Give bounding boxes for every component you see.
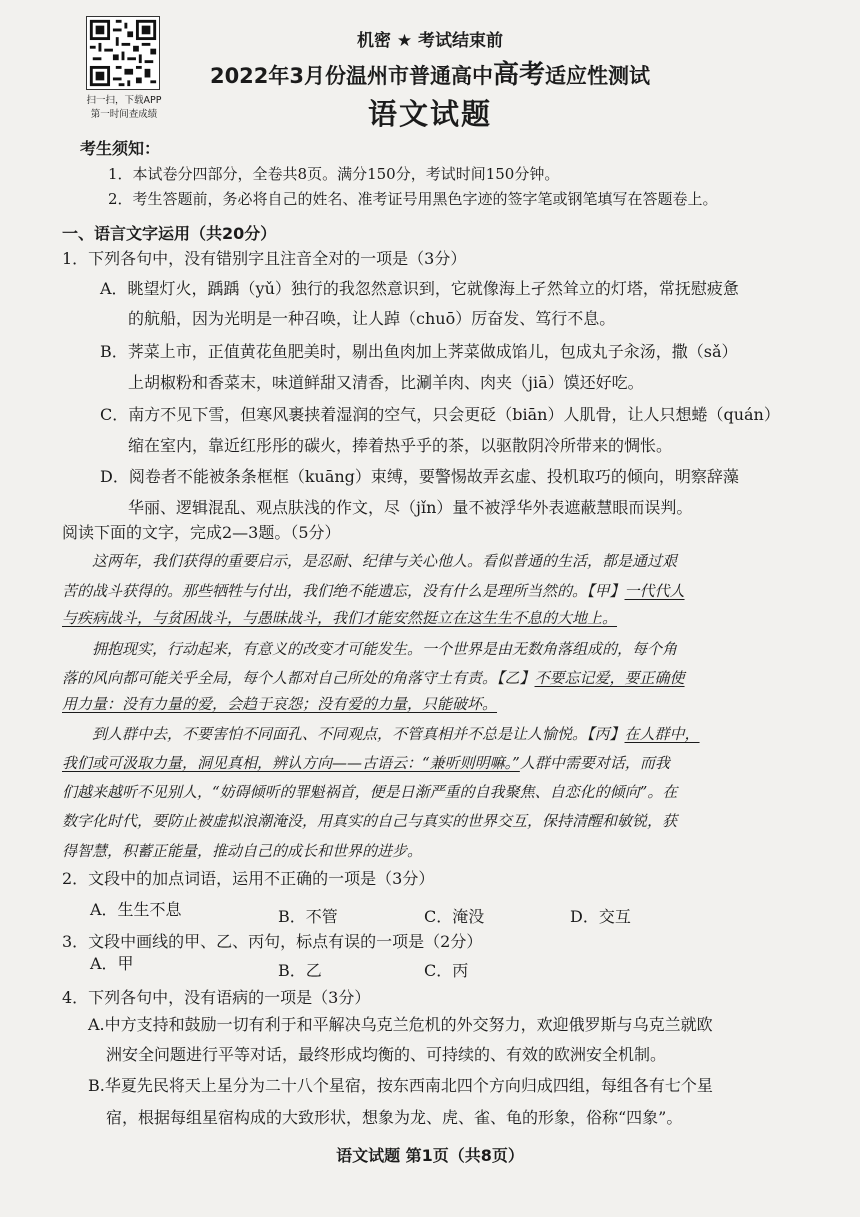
exam-subtitle: 语文试题 <box>367 97 492 131</box>
q2-option-c: C．淹没 <box>424 907 485 926</box>
q1-option-b-line2: 上胡椒粉和香菜末，味道鲜甜又清香，比涮羊肉、肉夹（jiā）馍还好吃。 <box>128 373 644 392</box>
exam-title-part2: 适应性测试 <box>545 64 651 88</box>
q1-option-d-line1: D．阅卷者不能被条条框框（kuāng）束缚，要警惕故弄玄虚、投机取巧的倾向，明察辞藻 <box>100 467 739 486</box>
sentence-yi-end: 用力量：没有力量的爱，会趋于哀怨；没有爱的力量，只能破坏。 <box>62 695 498 713</box>
q1-option-c-line1: C．南方不见下雪，但寒风裹挟着湿润的空气，只会更砭（biān）人肌骨，让人只想蜷（quán） <box>100 405 780 424</box>
q3-option-a: A．甲 <box>90 954 134 973</box>
passage-p1-line2-text: 苦的战斗获得的。那些牺牲与付出，我们绝不能遗忘，没有什么是理所当然的。【甲】 <box>62 582 625 600</box>
confidential-label: 机密 ★ 考试结束前 <box>356 31 504 51</box>
sentence-yi-start: 不要忘记爱，要正确使 <box>534 669 685 687</box>
sentence-bing-end: 我们或可汲取力量，洞见真相，辨认方向——古语云：“兼听则明嘛。” <box>62 754 520 772</box>
q3-option-b: B．乙 <box>278 961 322 980</box>
notice-item-1: 1．本试卷分四部分，全卷共8页。满分150分，考试时间150分钟。 <box>108 165 560 183</box>
exam-title-big: 高考 <box>493 60 546 90</box>
q1-option-a-line1: A．眺望灯火，踽踽（yǔ）独行的我忽然意识到，它就像海上孑然耸立的灯塔，常抚慰疲惫 <box>100 279 739 298</box>
sentence-jia-start: 一代代人 <box>624 582 685 600</box>
sentence-jia-end: 与疾病战斗，与贫困战斗，与愚昧战斗，我们才能安然挺立在这生生不息的大地上。 <box>62 609 618 627</box>
sentence-bing-start: 在人群中， <box>624 725 700 743</box>
passage-p1-line2 <box>62 580 685 601</box>
passage-p3-line2 <box>62 752 670 773</box>
q4-option-a-line1: A.中方支持和鼓励一切有利于和平解决乌克兰危机的外交努力，欢迎俄罗斯与乌克兰就欧 <box>88 1015 713 1034</box>
qr-caption-download: 扫一扫，下载APP <box>86 95 162 106</box>
passage-p3-line3: 们越来越听不见别人，“妨碍倾听的罪魁祸首，便是日渐严重的自我聚焦、自恋化的倾向”。在 <box>62 783 678 801</box>
q4-stem: 4．下列各句中，没有语病的一项是（3分） <box>62 988 371 1007</box>
q2-option-a: A．生生不息 <box>90 900 182 919</box>
notice-item-2: 2．考生答题前，务必将自己的姓名、准考证号用黑色字迹的签字笔或钢笔填写在答题卷上。 <box>108 190 718 208</box>
q2-option-b: B．不管 <box>278 907 338 926</box>
q1-stem: 1．下列各句中，没有错别字且注音全对的一项是（3分） <box>62 249 467 268</box>
q2-option-d: D．交互 <box>570 907 631 926</box>
q4-option-b-line1: B.华夏先民将天上星分为二十八个星宿，按东西南北四个方向归成四组，每组各有七个星 <box>88 1076 713 1095</box>
q4-option-a-line2: 洲安全问题进行平等对话，最终形成均衡的、可持续的、有效的欧洲安全机制。 <box>106 1045 667 1064</box>
reading-intro: 阅读下面的文字，完成2—3题。（5分） <box>62 523 341 542</box>
passage-p3-line1 <box>92 723 700 744</box>
qr-caption-results: 第一时间查成绩 <box>90 109 158 120</box>
q4-option-b-line2: 宿，根据每组星宿构成的大致形状，想象为龙、虎、雀、龟的形象，俗称“四象”。 <box>106 1108 683 1127</box>
q1-option-b-line1: B．荠菜上市，正值黄花鱼肥美时，剔出鱼肉加上荠菜做成馅儿，包成丸子汆汤，撒（sǎ） <box>100 342 738 361</box>
q1-option-a-line2: 的航船，因为光明是一种召唤，让人踔（chuō）厉奋发、笃行不息。 <box>128 309 616 328</box>
passage-p3-line5: 得智慧，积蓄正能量，推动自己的成长和世界的进步。 <box>62 842 423 860</box>
passage-p3-line2-text: 人群中需要对话，而我 <box>519 754 670 772</box>
passage-p1-line1: 这两年，我们获得的重要启示，是忍耐、纪律与关心他人。看似普通的生活，都是通过艰 <box>92 552 678 570</box>
q1-option-c-line2: 缩在室内，靠近红彤彤的碳火，捧着热乎乎的茶，以驱散阴冷所带来的惆怅。 <box>128 436 673 455</box>
passage-p2-line2 <box>62 667 685 688</box>
passage-p2-line1: 拥抱现实，行动起来，有意义的改变才可能发生。一个世界是由无数角落组成的，每个角 <box>92 640 678 658</box>
exam-title-part1: 2022年3月份温州市普通高中 <box>209 64 494 88</box>
notice-heading: 考生须知： <box>80 139 161 158</box>
section1-heading: 一、语言文字运用（共20分） <box>62 224 277 243</box>
passage-p3-line4: 数字化时代，要防止被虚拟浪潮淹没，用真实的自己与真实的世界交互，保持清醒和敏锐，获 <box>62 812 678 830</box>
q2-stem: 2．文段中的加点词语，运用不正确的一项是（3分） <box>62 869 435 888</box>
page-footer: 语文试题 第1页（共8页） <box>336 1146 524 1165</box>
passage-p2-line2-text: 落的风向都可能关乎全局，每个人都对自己所处的角落守土有责。【乙】 <box>62 669 535 687</box>
exam-title <box>0 54 860 91</box>
q3-option-c: C．丙 <box>424 961 469 980</box>
q3-stem: 3．文段中画线的甲、乙、丙句，标点有误的一项是（2分） <box>62 932 483 951</box>
passage-p3-line1-text: 到人群中去，不要害怕不同面孔、不同观点，不管真相并不总是让人愉悦。【丙】 <box>92 725 625 743</box>
q1-option-d-line2: 华丽、逻辑混乱、观点肤浅的作文，尽（jǐn）量不被浮华外表遮蔽慧眼而误判。 <box>128 498 693 517</box>
